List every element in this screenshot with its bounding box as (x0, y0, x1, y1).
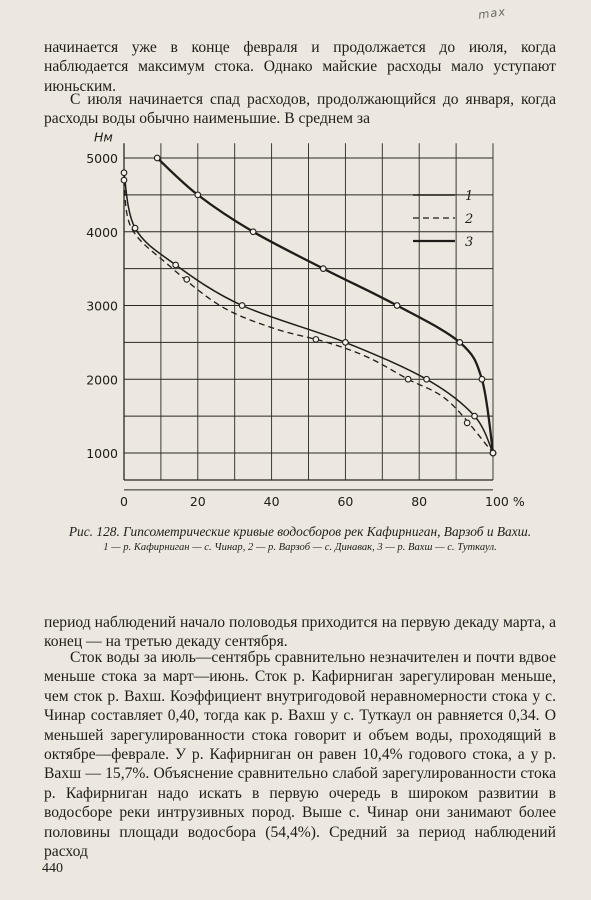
series-1-marker (343, 340, 349, 346)
series-1-marker (121, 170, 127, 176)
series-2-marker (405, 376, 411, 382)
chart-axes (86, 129, 525, 509)
x-tick-label: 80 (411, 494, 428, 509)
series-1-marker (424, 376, 430, 382)
paragraph-runoff: Сток воды за июль—сентябрь сравнительно незначителен и почти вдвое меньше стока за март—июнь. Сток р. Кафирниган зарегулирован меньше, чем сток р. Вахш. Коэффициент внутригодовой неравномерности стока у с. Чинар составляет 0,40, тогда как р. Вахш у с. Туткаул он равняется 0,34. О меньшей зарегулированности стока говорит и объем воды, проходящий в октябре—феврале. У р. Кафирниган он равен 10,4% годового стока, а у р. Вахш — 15,7%. Объяснение сравнительно слабой зарегулированности стока р. Кафирниган надо искать в первую очередь в широком развитии в водосборе реки интрузивных пород. Выше с. Чинар они занимают более половины площади водосбора (54,4%). Средний за период наблюдений расход (44, 649, 556, 861)
series-1-marker (472, 413, 478, 419)
series-3-marker (490, 450, 496, 456)
series-2-marker (464, 420, 470, 426)
page-number: 440 (42, 861, 63, 876)
caption-title: Рис. 128. Гипсометрические кривые водосборов рек Кафирниган, Варзоб и Вахш. (68, 524, 532, 539)
series-1-marker (239, 303, 245, 309)
y-tick-label: 1000 (86, 446, 118, 461)
x-tick-label: 20 (189, 494, 206, 509)
legend-label-2: 2 (465, 212, 474, 227)
chart-legend (413, 189, 473, 250)
series-3-marker (457, 340, 463, 346)
y-axis-unit-label: Нм (94, 129, 113, 145)
x-tick-label: 40 (263, 494, 280, 509)
series-3-marker (154, 155, 160, 161)
paragraph-july-decline: С июля начинается спад расходов, продолжающийся до января, когда расходы воды обычно наименьшие. В среднем за (44, 91, 556, 128)
series-3-marker (195, 192, 201, 198)
x-tick-label: 100 % (485, 494, 525, 509)
figure-caption (60, 524, 540, 554)
series-2-marker (121, 177, 127, 183)
handwritten-note: max (477, 4, 507, 22)
series-1-marker (173, 262, 179, 268)
y-tick-label: 2000 (86, 372, 118, 388)
y-tick-label: 5000 (86, 151, 118, 166)
series-2-marker (313, 337, 319, 343)
series-3-marker (250, 229, 256, 235)
legend-label-1: 1 (465, 189, 474, 204)
legend-label-3: 3 (465, 235, 474, 250)
y-tick-label: 4000 (86, 224, 118, 240)
caption-legend-note: 1 — р. Кафирниган — с. Чинар, 2 — р. Варзоб — с. Динавак, 3 — р. Вахш — с. Туткаул. (103, 542, 497, 553)
x-tick-label: 60 (337, 494, 354, 509)
y-tick-label: 3000 (86, 298, 118, 314)
series-3-marker (479, 376, 485, 382)
series-2-marker (184, 277, 190, 283)
x-tick-label: 0 (120, 494, 128, 509)
series-3-marker (320, 266, 326, 272)
paragraph-continuation: начинается уже в конце февраля и продолжается до июля, когда наблюдается максимум стока. Однако майские расходы мало уступают июньским. (44, 39, 556, 95)
series-3-marker (394, 303, 400, 309)
paragraph-flood-period: период наблюдений начало половодья приходится на первую декаду марта, а конец — на третью декаду сентября. (44, 614, 556, 651)
